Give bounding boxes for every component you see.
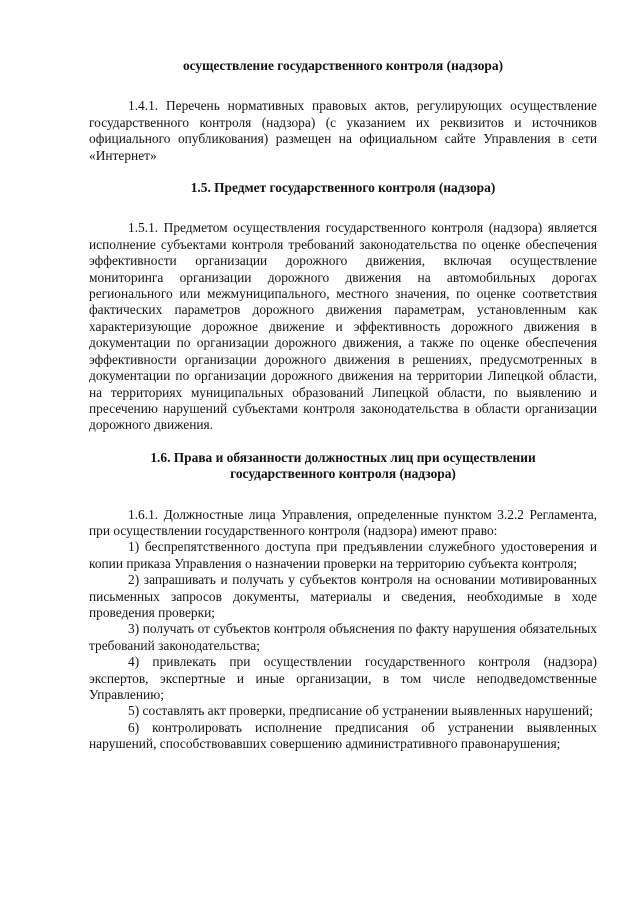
section-heading-continuation: осуществление государственного контроля (надзора)	[182, 58, 504, 73]
section-heading-1-5: 1.5. Предмет государственного контроля (надзора)	[190, 180, 496, 196]
list-item: 2) запрашивать и получать у субъектов контроля на основании мотивированных письменных запросов документы, материалы и сведения, необходимые в ходе проведения проверки;	[89, 572, 597, 620]
section-heading-1-6-line-2: государственного контроля (надзора)	[230, 466, 456, 482]
paragraph-1-4-1: 1.4.1. Перечень нормативных правовых актов, регулирующих осуществление государственного контроля (надзора) (с указанием их реквизитов и источников официального опубликования) размещен на официальном сайте Управления в сети «Интернет»	[89, 98, 597, 163]
document-page	[89, 58, 597, 753]
list-item: 5) составлять акт проверки, предписание об устранении выявленных нарушений;	[128, 703, 593, 719]
list-item: 6) контролировать исполнение предписания об устранении выявленных нарушений, способствовавших совершению административного правонарушения;	[89, 719, 597, 752]
section-heading-1-6-line-1: 1.6. Права и обязанности должностных лиц при осуществлении	[150, 449, 536, 465]
paragraph-1-5-1: 1.5.1. Предметом осуществления государственного контроля (надзора) является исполнение субъектами контроля требований законодательства по оценке обеспечения эффективности организации дорожного движения, включая осуществление мониторинга организации дорожного движения на автомобильных дорогах регионального или межмуниципального, местного значения, по оценке соответствия фактических параметров дорожного движения параметрам, установленным как характеризующие дорожное движение и эффективность дорожного движения в документации по организации дорожного движения, а также по оценке обеспечения эффективности организации дорожного движения в решениях, предусмотренных в документации по организации дорожного движения на территории Липецкой области, на территориях муниципальных образований Липецкой области, по выявлению и пресечению нарушений субъектами контроля законодательства в области организации дорожного движения.	[89, 220, 597, 433]
section-heading-1-6	[89, 450, 597, 483]
list-item: 4) привлекать при осуществлении государственного контроля (надзора) экспертов, экспертные и иные организации, в том числе неподведомственные Управлению;	[89, 654, 597, 702]
list-item: 3) получать от субъектов контроля объяснения по факту нарушения обязательных требований законодательства;	[89, 621, 597, 653]
list-item: 1) беспрепятственного доступа при предъявлении служебного удостоверения и копии приказа Управления о назначении проверки на территорию субъекта контроля;	[89, 539, 597, 571]
paragraph-1-6-1: 1.6.1. Должностные лица Управления, определенные пунктом 3.2.2 Регламента, при осуществлении государственного контроля (надзора) имеют право:	[89, 506, 597, 538]
